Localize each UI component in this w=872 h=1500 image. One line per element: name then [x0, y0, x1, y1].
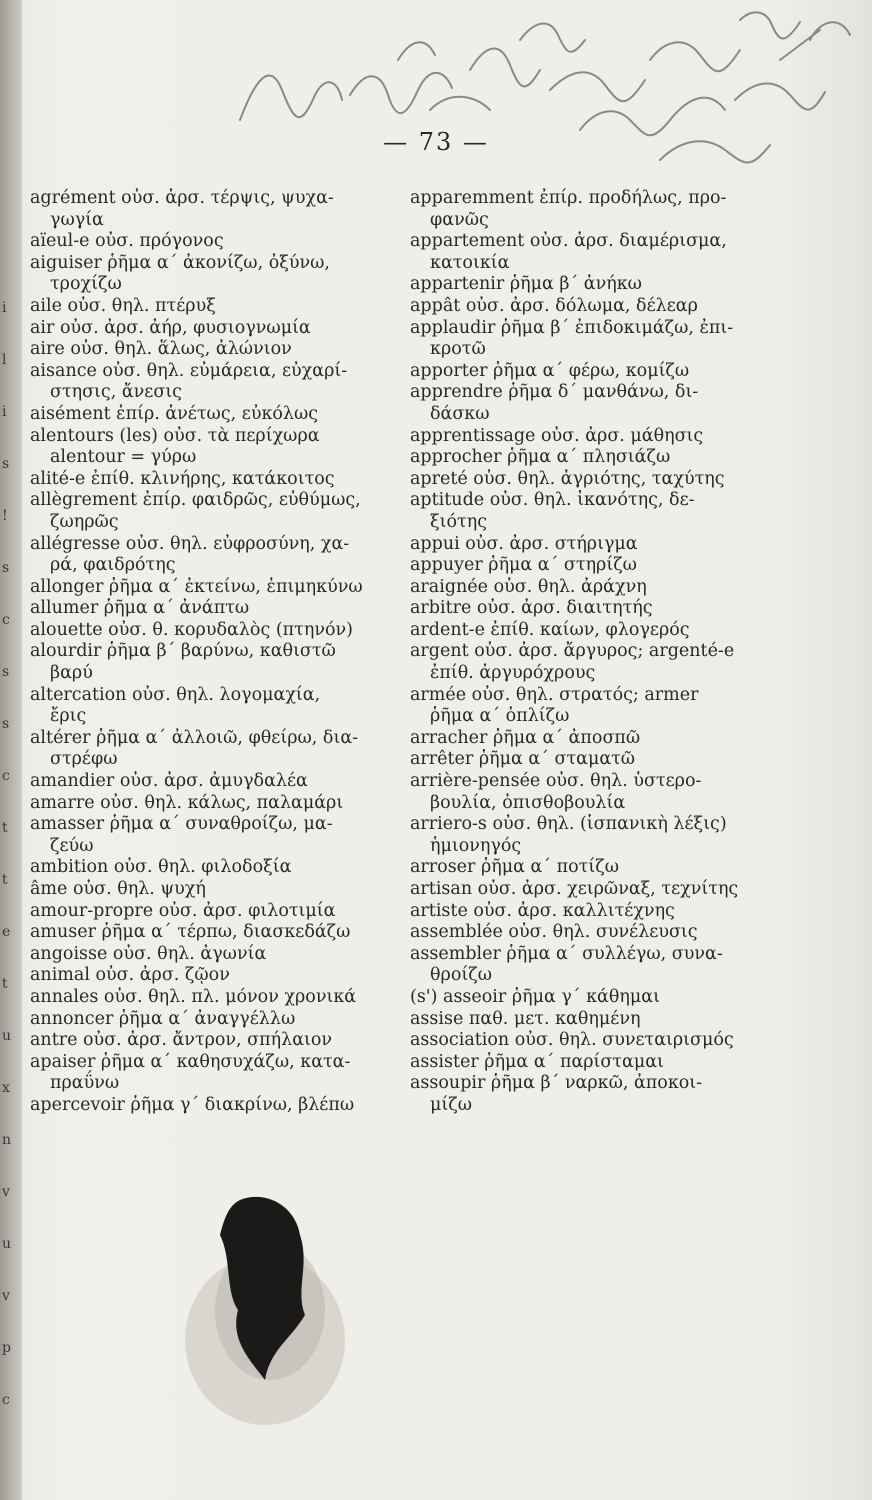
entry-continuation: ρά, φαιδρότης	[50, 555, 176, 576]
right-column	[410, 188, 780, 1117]
entry-headline: appartement οὐσ. ἀρσ. διαμέρισμα,	[410, 231, 727, 252]
entry-headline: aisément ἐπίρ. ἀνέτως, εὐκόλως	[30, 403, 319, 424]
dictionary-entry	[30, 901, 385, 923]
dictionary-entry	[30, 253, 385, 296]
dictionary-entry	[410, 857, 780, 879]
entry-headline: assoupir ῥῆμα β΄ ναρκῶ, ἀποκοι-	[410, 1073, 703, 1094]
dictionary-entry	[410, 987, 780, 1009]
entry-headline: aiguiser ῥῆμα α΄ ἀκονίζω, ὀξύνω,	[30, 252, 330, 273]
entry-continuation: τροχίζω	[50, 274, 122, 295]
dictionary-entry	[30, 426, 385, 469]
dictionary-entry	[30, 404, 385, 426]
dictionary-entry	[30, 922, 385, 944]
entry-headline: antre οὐσ. ἀρσ. ἄντρον, σπήλαιον	[30, 1030, 333, 1051]
entry-headline: assister ῥῆμα α΄ παρίσταμαι	[410, 1051, 664, 1072]
entry-headline: amour-propre οὐσ. ἀρσ. φιλοτιμία	[30, 900, 336, 921]
entry-continuation: alentour = γύρω	[50, 447, 197, 468]
dictionary-entry	[30, 534, 385, 577]
gutter-mark: u	[2, 1028, 12, 1044]
entry-headline: apparemment ἐπίρ. προδήλως, προ-	[410, 188, 727, 208]
entry-headline: apprendre ῥῆμα δ΄ μανθάνω, δι-	[410, 382, 699, 403]
entry-continuation: ζωηρῶς	[50, 511, 119, 532]
entry-headline: allonger ῥῆμα α΄ ἐκτείνω, ἐπιμηκύνω	[30, 576, 363, 597]
dictionary-entry	[30, 361, 385, 404]
entry-headline: arriero-s οὐσ. θηλ. (ἱσπανικὴ λέξις)	[410, 814, 727, 835]
entry-continuation: μίζω	[430, 1094, 472, 1115]
entry-headline: allumer ῥῆμα α΄ ἀνάπτω	[30, 598, 250, 619]
dictionary-entry	[30, 685, 385, 728]
dictionary-entry	[30, 641, 385, 684]
dictionary-entry	[410, 534, 780, 556]
dictionary-entry	[30, 1030, 385, 1052]
dictionary-entry	[410, 318, 780, 361]
dictionary-entry	[30, 469, 385, 491]
dictionary-entry	[410, 274, 780, 296]
dictionary-entry	[410, 382, 780, 425]
entry-headline: appartenir ῥῆμα β΄ ἀνήκω	[410, 274, 642, 295]
entry-headline: alité-e ἐπίθ. κλινήρης, κατάκοιτος	[30, 468, 335, 489]
gutter-mark: v	[2, 1184, 10, 1200]
gutter-mark: t	[2, 820, 8, 836]
dictionary-entry	[410, 577, 780, 599]
gutter-mark: s	[2, 456, 10, 472]
entry-headline: arracher ῥῆμα α΄ ἀποσπῶ	[410, 727, 641, 748]
gutter-mark: p	[2, 1340, 11, 1356]
dictionary-entry	[30, 188, 385, 231]
gutter-mark: i	[2, 404, 7, 420]
dictionary-entry	[410, 749, 780, 771]
gutter-mark: c	[2, 612, 10, 628]
dictionary-entry	[30, 318, 385, 340]
entry-headline: alouette οὐσ. θ. κορυδαλὸς (πτηνόν)	[30, 619, 353, 640]
dictionary-entry	[30, 296, 385, 318]
entry-headline: artisan οὐσ. ἀρσ. χειρῶναξ, τεχνίτης	[410, 879, 739, 899]
entry-headline: annales οὐσ. θηλ. πλ. μόνον χρονικά	[30, 986, 357, 1007]
page-gutter	[0, 0, 22, 1500]
entry-headline: aile οὐσ. θηλ. πτέρυξ	[30, 295, 216, 316]
entry-continuation: γωγία	[50, 209, 104, 230]
dictionary-entry	[30, 771, 385, 793]
dictionary-entry	[30, 1095, 385, 1117]
left-column	[30, 188, 385, 1117]
entry-headline: ambition οὐσ. θηλ. φιλοδοξία	[30, 857, 292, 878]
dictionary-entry	[410, 901, 780, 923]
dictionary-entry	[30, 728, 385, 771]
entry-continuation: κροτῶ	[430, 339, 486, 360]
entry-headline: arrière-pensée οὐσ. θηλ. ὑστερο-	[410, 771, 702, 792]
entry-continuation: δάσκω	[430, 403, 490, 424]
dictionary-entry	[410, 296, 780, 318]
entry-continuation: βαρύ	[50, 663, 93, 684]
entry-headline: angoisse οὐσ. θηλ. ἀγωνία	[30, 943, 267, 964]
dictionary-entry	[30, 944, 385, 966]
entry-continuation: στρέφω	[50, 749, 118, 770]
entry-headline: applaudir ῥῆμα β΄ ἐπιδοκιμάζω, ἐπι-	[410, 317, 734, 338]
entry-continuation: θροίζω	[430, 965, 492, 986]
entry-headline: apreté οὐσ. θηλ. ἀγριότης, ταχύτης	[410, 468, 725, 489]
entry-headline: allègrement ἐπίρ. φαιδρῶς, εὐθύμως,	[30, 490, 361, 511]
entry-headline: arbitre οὐσ. ἀρσ. διαιτητής	[410, 598, 653, 619]
entry-headline: assembler ῥῆμα α΄ συλλέγω, συνα-	[410, 943, 723, 964]
entry-headline: armée οὐσ. θηλ. στρατός; armer	[410, 684, 699, 705]
entry-headline: appât οὐσ. ἀρσ. δόλωμα, δέλεαρ	[410, 295, 698, 316]
gutter-mark: v	[2, 1288, 10, 1304]
entry-continuation: κατοικία	[430, 252, 510, 273]
entry-headline: aire οὐσ. θηλ. ἅλως, ἀλώνιον	[30, 339, 292, 360]
dictionary-entry	[30, 620, 385, 642]
gutter-mark: s	[2, 560, 10, 576]
entry-headline: artiste οὐσ. ἀρσ. καλλιτέχνης	[410, 900, 675, 921]
dictionary-entry	[410, 555, 780, 577]
entry-headline: appui οὐσ. ἀρσ. στήριγμα	[410, 533, 638, 554]
entry-headline: annoncer ῥῆμα α΄ ἀναγγέλλω	[30, 1008, 296, 1029]
gutter-mark: c	[2, 1392, 10, 1408]
dictionary-entry	[30, 598, 385, 620]
dictionary-entry	[30, 814, 385, 857]
dictionary-entry	[30, 879, 385, 901]
entry-headline: assise παθ. μετ. καθημένη	[410, 1008, 641, 1029]
dictionary-entry	[30, 793, 385, 815]
entry-headline: amandier οὐσ. ἀρσ. ἀμυγδαλέα	[30, 771, 308, 792]
handwritten-annotation	[220, 0, 860, 200]
dictionary-entry	[30, 857, 385, 879]
entry-headline: alentours (les) οὐσ. τὰ περίχωρα	[30, 425, 320, 446]
entry-headline: agrément οὐσ. ἀρσ. τέρψις, ψυχα-	[30, 188, 334, 208]
gutter-mark: t	[2, 872, 8, 888]
gutter-mark: u	[2, 1236, 12, 1252]
dictionary-entry	[410, 231, 780, 274]
entry-headline: altercation οὐσ. θηλ. λογομαχία,	[30, 684, 321, 705]
dictionary-entry	[410, 598, 780, 620]
entry-continuation: ἔρις	[50, 706, 87, 727]
entry-headline: argent οὐσ. ἀρσ. ἄργυρος; argenté-e	[410, 641, 735, 662]
entry-headline: ardent-e ἐπίθ. καίων, φλογερός	[410, 619, 690, 640]
dictionary-entry	[410, 1052, 780, 1074]
entry-continuation: ξιότης	[430, 511, 488, 532]
entry-headline: association οὐσ. θηλ. συνεταιρισμός	[410, 1030, 734, 1051]
dictionary-entry	[410, 814, 780, 857]
dictionary-entry	[30, 965, 385, 987]
entry-continuation: ἐπίθ. ἀργυρόχρους	[430, 663, 596, 684]
entry-headline: apprentissage οὐσ. ἀρσ. μάθησις	[410, 425, 704, 446]
dictionary-entry	[410, 685, 780, 728]
dictionary-entry	[410, 641, 780, 684]
dictionary-entry	[410, 361, 780, 383]
entry-continuation: ῥῆμα α΄ ὁπλίζω	[430, 706, 570, 727]
entry-headline: amasser ῥῆμα α΄ συναθροίζω, μα-	[30, 814, 333, 835]
gutter-mark: s	[2, 716, 10, 732]
entry-headline: appuyer ῥῆμα α΄ στηρίζω	[410, 555, 637, 576]
entry-continuation: ἡμιονηγός	[430, 835, 522, 856]
dictionary-entry	[410, 728, 780, 750]
dictionary-entry	[410, 620, 780, 642]
entry-continuation: ζεύω	[50, 835, 94, 856]
gutter-mark: e	[2, 924, 11, 940]
gutter-mark: c	[2, 768, 10, 784]
dictionary-entry	[410, 1009, 780, 1031]
entry-continuation: πραΰνω	[50, 1073, 120, 1094]
gutter-mark: t	[2, 976, 8, 992]
dictionary-entry	[410, 944, 780, 987]
entry-headline: arroser ῥῆμα α΄ ποτίζω	[410, 857, 619, 878]
dictionary-entry	[30, 231, 385, 253]
entry-headline: apaiser ῥῆμα α΄ καθησυχάζω, κατα-	[30, 1051, 351, 1072]
dictionary-entry	[410, 1073, 780, 1116]
entry-headline: air οὐσ. ἀρσ. ἀήρ, φυσιογνωμία	[30, 317, 311, 338]
dictionary-entry	[30, 490, 385, 533]
dictionary-entry	[30, 1009, 385, 1031]
gutter-mark: !	[2, 508, 8, 524]
dictionary-entry	[410, 879, 780, 901]
dictionary-entry	[410, 490, 780, 533]
dictionary-entry	[30, 339, 385, 361]
entry-headline: arrêter ῥῆμα α΄ σταματῶ	[410, 749, 636, 770]
gutter-mark: l	[2, 352, 7, 368]
burn-hole-stain	[170, 1190, 350, 1430]
entry-headline: alourdir ῥῆμα β΄ βαρύνω, καθιστῶ	[30, 641, 336, 662]
entry-headline: allégresse οὐσ. θηλ. εὐφροσύνη, χα-	[30, 533, 350, 554]
gutter-mark: i	[2, 300, 7, 316]
dictionary-entry	[30, 987, 385, 1009]
page-number: — 73 —	[383, 128, 489, 156]
entry-headline: aptitude οὐσ. θηλ. ἱκανότης, δε-	[410, 490, 695, 511]
entry-headline: araignée οὐσ. θηλ. ἀράχνη	[410, 576, 647, 597]
entry-headline: (s') asseoir ῥῆμα γ΄ κάθημαι	[410, 986, 660, 1007]
entry-headline: assemblée οὐσ. θηλ. συνέλευσις	[410, 922, 698, 943]
entry-headline: aïeul-e οὐσ. πρόγονος	[30, 231, 224, 252]
gutter-mark: x	[2, 1080, 10, 1096]
entry-continuation: φανῶς	[430, 209, 489, 230]
gutter-mark: n	[2, 1132, 12, 1148]
dictionary-entry	[410, 771, 780, 814]
entry-headline: âme οὐσ. θηλ. ψυχή	[30, 879, 206, 899]
entry-headline: apercevoir ῥῆμα γ΄ διακρίνω, βλέπω	[30, 1094, 355, 1115]
gutter-mark: s	[2, 664, 10, 680]
entry-continuation: στησις, ἄνεσις	[50, 382, 182, 403]
dictionary-entry	[410, 922, 780, 944]
dictionary-entry	[410, 469, 780, 491]
entry-continuation: βουλία, ὀπισθοβουλία	[430, 792, 626, 813]
dictionary-entry	[410, 1030, 780, 1052]
entry-headline: apporter ῥῆμα α΄ φέρω, κομίζω	[410, 360, 690, 381]
dictionary-entry	[30, 1052, 385, 1095]
dictionary-entry	[410, 426, 780, 448]
entry-headline: aisance οὐσ. θηλ. εὐμάρεια, εὐχαρί-	[30, 360, 348, 381]
dictionary-entry	[410, 447, 780, 469]
entry-headline: altérer ῥῆμα α΄ ἀλλοιῶ, φθείρω, δια-	[30, 727, 359, 748]
dictionary-entry	[30, 577, 385, 599]
entry-headline: amarre οὐσ. θηλ. κάλως, παλαμάρι	[30, 792, 344, 813]
dictionary-entry	[410, 188, 780, 231]
entry-headline: approcher ῥῆμα α΄ πλησιάζω	[410, 447, 671, 468]
entry-headline: amuser ῥῆμα α΄ τέρπω, διασκεδάζω	[30, 922, 351, 943]
entry-headline: animal οὐσ. ἀρσ. ζῷον	[30, 965, 230, 986]
